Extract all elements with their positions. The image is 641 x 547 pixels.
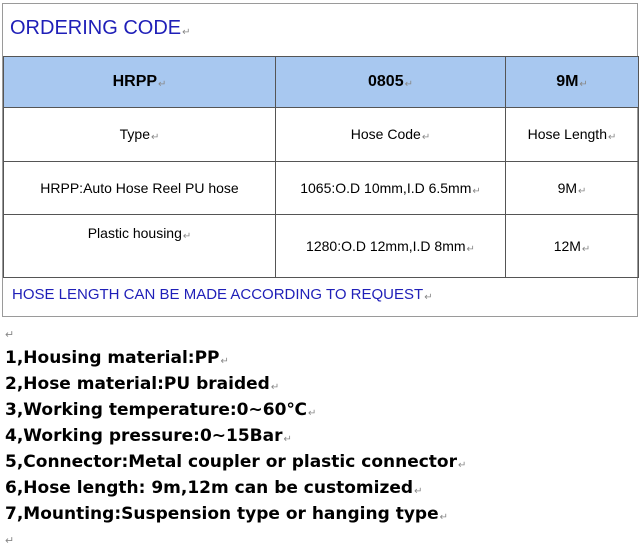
list-item: 4,Working pressure:0~15Bar↵: [5, 426, 292, 446]
page-title: ORDERING CODE↵: [10, 17, 191, 39]
subheader-type: Type↵: [4, 108, 276, 162]
list-item: 6,Hose length: 9m,12m can be customized↵: [5, 478, 423, 498]
header-cell-length: 9M↵: [506, 57, 639, 108]
spec-list: [5, 348, 466, 530]
table-row: [4, 162, 639, 215]
ordering-code-table: [3, 56, 639, 278]
list-item: 5,Connector:Metal coupler or plastic connector↵: [5, 452, 467, 472]
hose-code-cell: 1280:O.D 12mm,I.D 8mm↵: [276, 215, 506, 278]
header-cell-code: 0805↵: [276, 57, 506, 108]
paragraph-mark-icon: ↵: [182, 27, 191, 38]
table-header-row: [4, 57, 639, 108]
list-item: 7,Mounting:Suspension type or hanging type↵: [5, 504, 448, 524]
table-row: [4, 215, 639, 278]
type-cell: HRPP:Auto Hose Reel PU hose: [4, 162, 276, 215]
hose-length-note: HOSE LENGTH CAN BE MADE ACCORDING TO REQUEST↵: [12, 286, 433, 303]
paragraph-mark-icon: ↵: [5, 329, 15, 341]
subheader-hose-code: Hose Code↵: [276, 108, 506, 162]
type-cell: Plastic housing↵: [4, 215, 276, 278]
list-item: 1,Housing material:PP↵: [5, 348, 229, 368]
hose-length-cell: 9M↵: [506, 162, 639, 215]
hose-code-cell: 1065:O.D 10mm,I.D 6.5mm↵: [276, 162, 506, 215]
subheader-hose-length: Hose Length↵: [506, 108, 639, 162]
paragraph-mark-icon: ↵: [5, 535, 15, 547]
list-item: 2,Hose material:PU braided↵: [5, 374, 280, 394]
header-cell-series: HRPP↵: [4, 57, 276, 108]
list-item: 3,Working temperature:0~60℃↵: [5, 400, 317, 420]
hose-length-cell: 12M↵: [506, 215, 639, 278]
table-subheader-row: [4, 108, 639, 162]
